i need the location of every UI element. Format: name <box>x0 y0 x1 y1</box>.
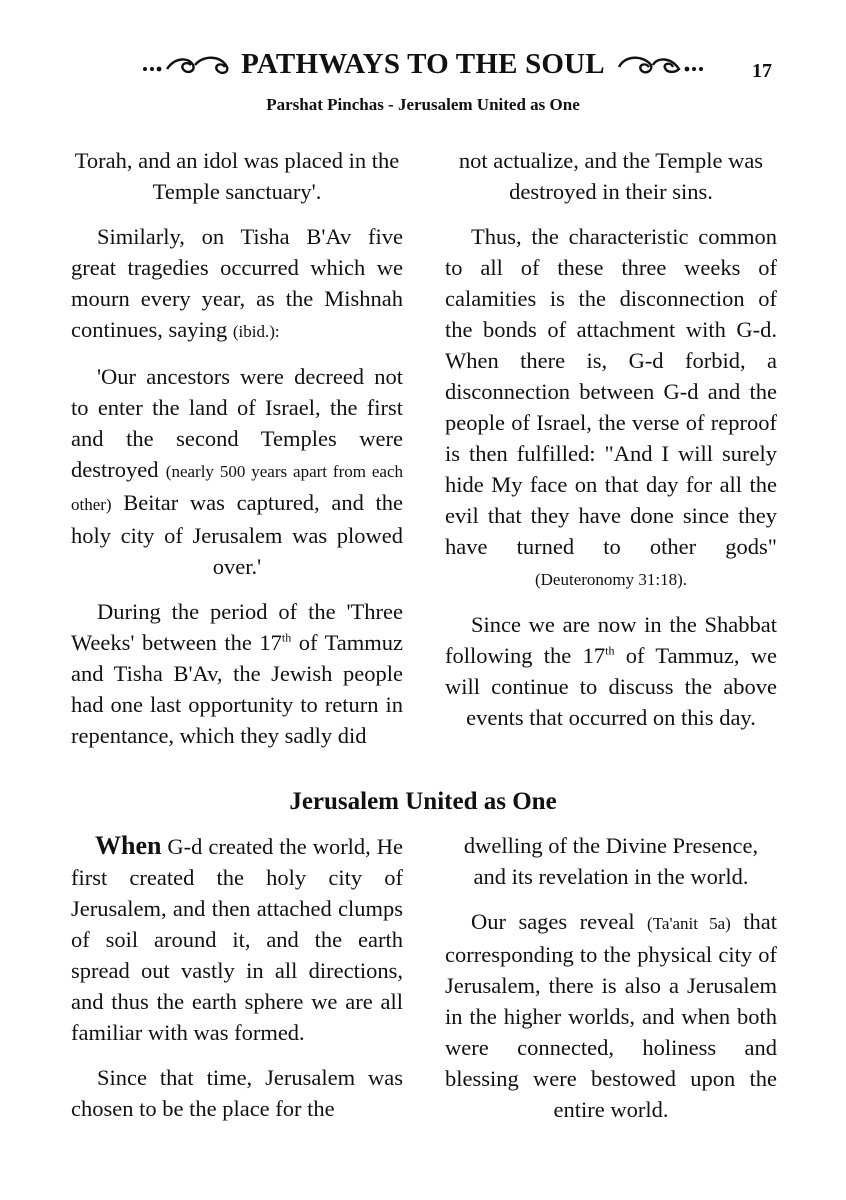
header-title-group <box>141 48 705 81</box>
header-title: PATHWAYS TO THE SOUL <box>241 48 605 80</box>
paragraph: dwelling of the Divine Presence, and its revelation in the world. <box>463 833 759 889</box>
paragraph <box>71 221 403 347</box>
paragraph-text: Thus, the characteristic common to all of these three weeks of calamities is the disconnection of the bonds of attachment with G-d. When there is, G-d forbid, a disconnection between G-d and the people of Israel, the verse of reproof is then fulfilled: "And I will surely hide My face on that day for all the evil that they have done since they have turned to other gods" <box>445 224 777 559</box>
page-subtitle: Parshat Pinchas - Jerusalem United as One <box>266 95 580 114</box>
citation: (ibid.): <box>232 322 280 341</box>
bottom-left-column <box>71 830 403 1138</box>
running-header <box>0 48 846 88</box>
top-left-column <box>71 145 403 765</box>
quote-paragraph <box>71 361 403 582</box>
paragraph: not actualize, and the Temple was destroyed in their sins. <box>458 148 764 204</box>
paragraph-text: Beitar was captured, and the holy city of Jerusalem was plowed over.' <box>71 490 404 579</box>
paragraph <box>71 830 403 1048</box>
paragraph: Torah, and an idol was placed in the Temple sanctuary'. <box>74 148 400 204</box>
paragraph-text: Similarly, on Tisha B'Av five great tragedies occurred which we mourn every year, as the Mishnah continues, saying <box>71 224 403 342</box>
paragraph <box>445 221 777 595</box>
scroll-ornament-icon <box>615 53 705 77</box>
paragraph-text: During the period of the 'Three Weeks' between the 17 <box>71 599 403 655</box>
citation: (Ta'anit 5a) <box>647 914 731 933</box>
section-heading: Jerusalem United as One <box>289 788 557 815</box>
parenthetical: (nearly 500 years apart from each other) <box>71 462 403 514</box>
paragraph-text: Our sages reveal <box>471 909 635 934</box>
paragraph-text: of Tammuz, we will continue to discuss the above events that occurred on this day. <box>445 643 777 730</box>
paragraph: Since that time, Jerusalem was chosen to be the place for the <box>71 1065 403 1121</box>
paragraph <box>445 906 777 1125</box>
paragraph-text: G-d created the world, He first created the holy city of Jerusalem, and then attached clumps of soil around it, and the earth spread out vastly in all directions, and thus the earth sphere we are all familiar with was formed. <box>71 834 403 1045</box>
paragraph <box>445 609 777 733</box>
scroll-ornament-icon <box>141 53 231 77</box>
page-number: 17 <box>752 60 772 82</box>
paragraph-text: 'Our ancestors were decreed not to enter the land of Israel, the first and the second Temples were destroyed <box>71 364 403 482</box>
lead-word: When <box>95 831 162 860</box>
paragraph-text: Since we are now in the Shabbat following the 17 <box>445 612 777 668</box>
top-right-column <box>445 145 777 747</box>
paragraph <box>71 596 403 751</box>
ordinal-suffix: th <box>605 643 615 658</box>
citation: (Deuteronomy 31:18). <box>534 570 688 589</box>
bottom-right-column <box>445 830 777 1139</box>
paragraph-text: of Tammuz and Tisha B'Av, the Jewish people had one last opportunity to return in repentance, which they sadly did <box>71 630 403 748</box>
paragraph-text: that corresponding to the physical city of Jerusalem, there is also a Jerusalem in the higher worlds, and when both were connected, holiness and blessing were bestowed upon the entire world. <box>445 909 777 1122</box>
ordinal-suffix: th <box>281 630 292 645</box>
